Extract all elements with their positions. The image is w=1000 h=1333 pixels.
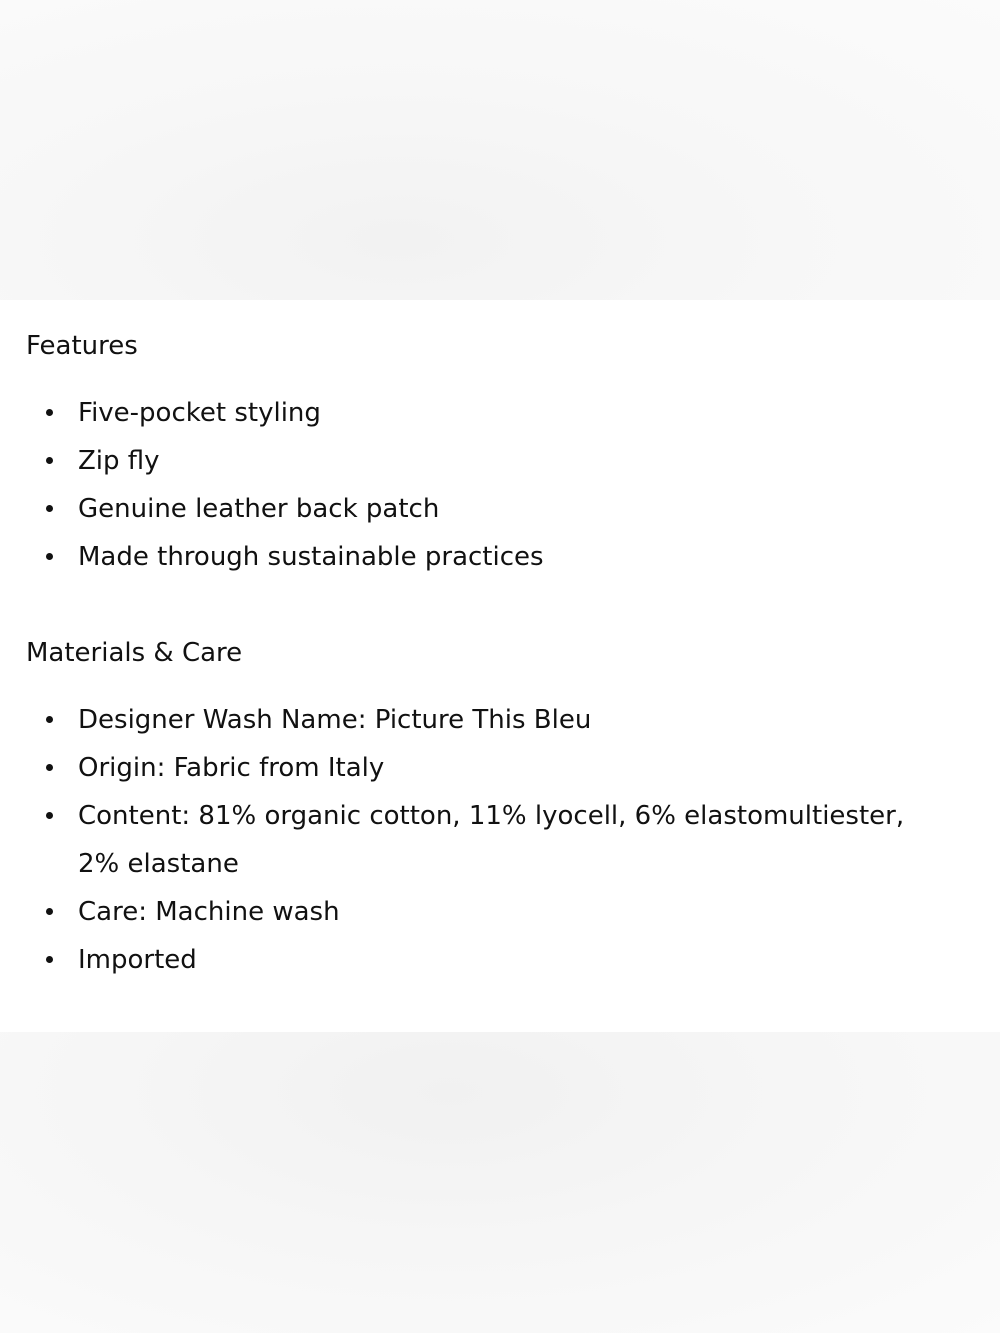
list-item — [0, 389, 938, 437]
list-item-text: Genuine leather back patch — [78, 494, 440, 524]
list-item-text: Care: Machine wash — [78, 897, 340, 927]
list-item-text: Zip fly — [78, 446, 160, 476]
list-item — [0, 888, 938, 936]
list-item-text: Designer Wash Name: Picture This Bleu — [78, 705, 592, 735]
list-item — [0, 696, 938, 744]
list-item — [0, 437, 938, 485]
list-item-text: Five-pocket styling — [78, 398, 321, 428]
bullet-icon — [46, 505, 53, 512]
product-details-panel — [0, 300, 1000, 1032]
list-item — [0, 744, 938, 792]
features-list — [0, 389, 938, 581]
list-item-text: Imported — [78, 945, 197, 975]
bullet-icon — [46, 812, 53, 819]
bullet-icon — [46, 764, 53, 771]
list-item-text: Made through sustainable practices — [78, 542, 544, 572]
list-item-text: Origin: Fabric from Italy — [78, 753, 385, 783]
list-item — [0, 485, 938, 533]
bullet-icon — [46, 716, 53, 723]
list-item-text: Content: 81% organic cotton, 11% lyocell, 6% elastomultiester, 2% elastane — [78, 801, 905, 879]
product-image-bottom — [0, 1032, 1000, 1333]
product-image-top — [0, 0, 1000, 300]
bullet-icon — [46, 409, 53, 416]
materials-care-heading: Materials & Care — [26, 638, 243, 668]
list-item — [0, 936, 938, 984]
bullet-icon — [46, 553, 53, 560]
list-item — [0, 533, 938, 581]
bullet-icon — [46, 457, 53, 464]
bullet-icon — [46, 956, 53, 963]
materials-care-list — [0, 696, 938, 984]
features-heading: Features — [26, 331, 138, 361]
list-item — [0, 792, 938, 888]
bullet-icon — [46, 908, 53, 915]
